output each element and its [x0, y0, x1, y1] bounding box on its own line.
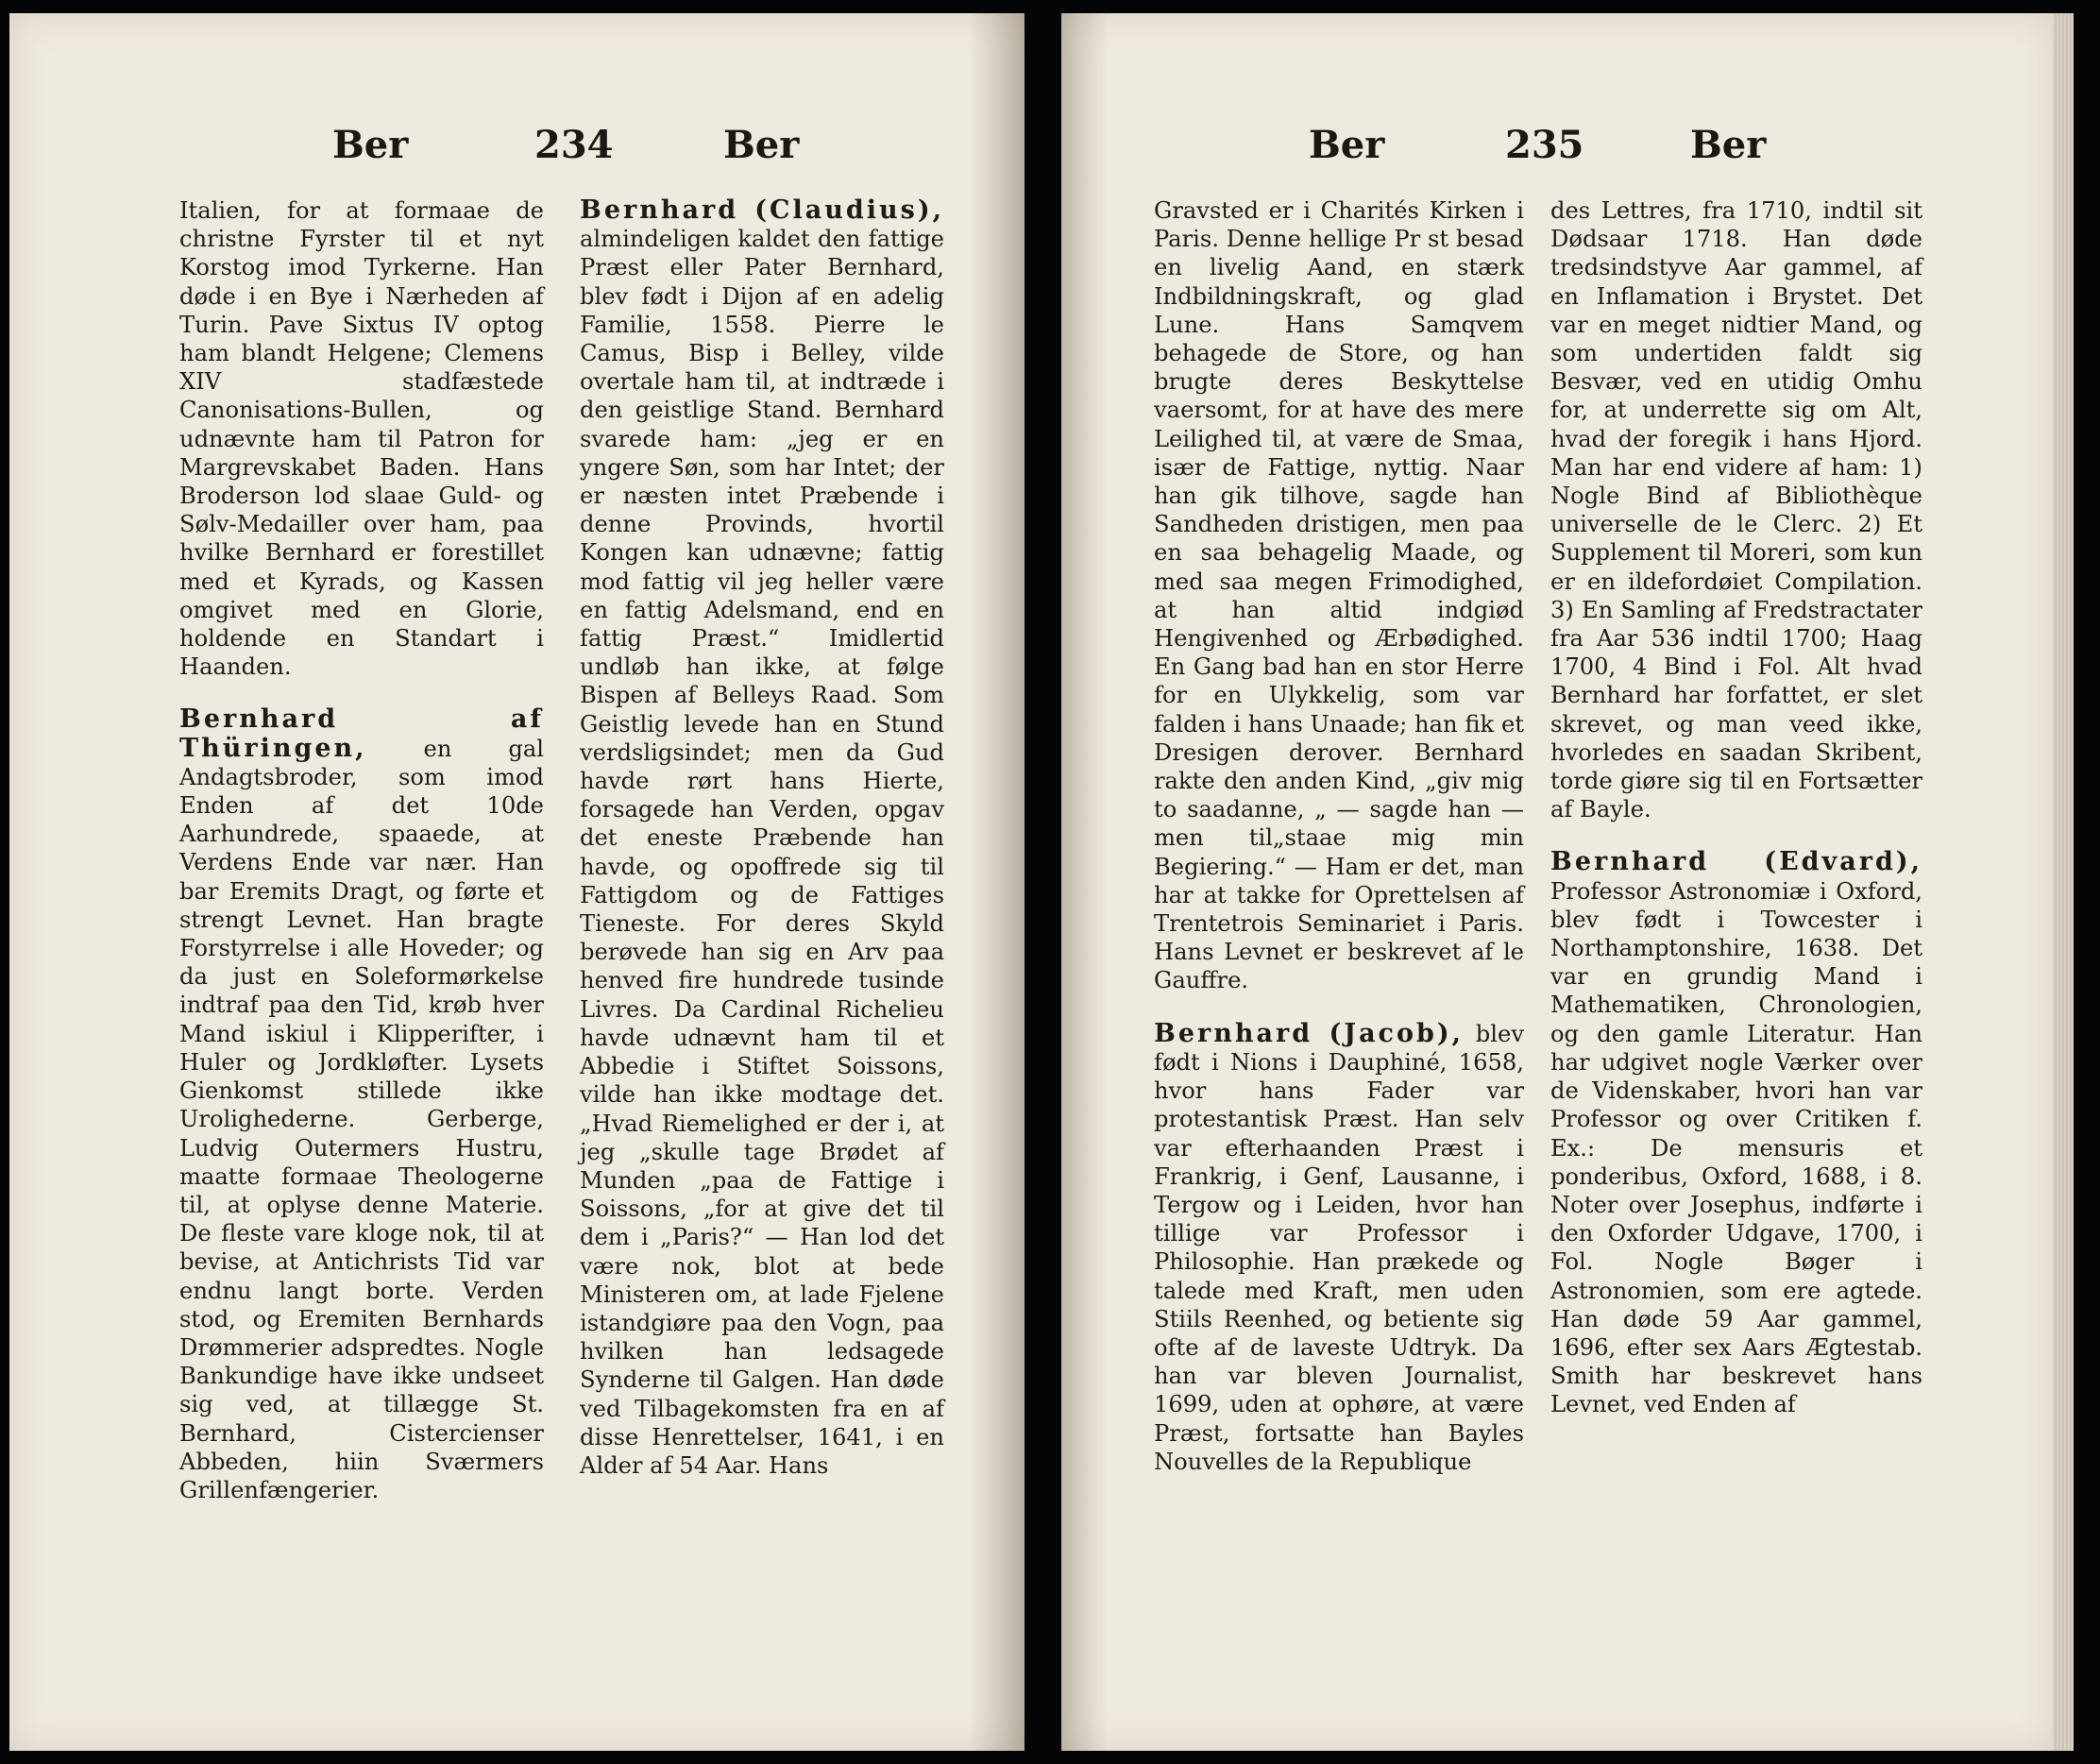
right-page-header: [0, 123, 2100, 179]
right-page-gutter-shadow: [1061, 13, 1109, 1751]
continued-entry-text: des Lettres, fra 1710, indtil sit Dødsaar 1718. Han døde tredsindstyve Aar gammel, af en Inflamation i Brystet. Det var en meget nidtier Mand, og som undertiden faldt sig Besvær, ved en utidig Omhu for, at underrette sig om Alt, hvad der foregik i hans Hjord. Man har end videre af ham: 1) Nogle Bind af Bibliothèque universelle de le Clerc. 2) Et Supplement til Moreri, som kun er en ildefordøiet Compilation. 3) En Samling af Fredstractater fra Aar 536 indtil 1700; Haag 1700, 4 Bind i Fol. Alt hvad Bernhard har forfattet, er slet skrevet, og man veed ikke, hvorledes en saadan Skribent, torde giøre sig til en Fortsætter af Bayle.: [1550, 197, 1922, 823]
continued-entry-text: Italien, for at formaae de christne Fyrster til et nyt Korstog imod Tyrkerne. Han døde i en Bye i Nærheden af Turin. Pave Sixtus IV optog ham blandt Helgene; Clemens XIV stadfæstede Canonisations-Bullen, og udnævnte ham til Patron for Margrevskabet Baden. Hans Broderson lod slaae Guld- og Sølv-Medailler over ham, paa hvilke Bernhard er forestillet med et Kyrads, og Kassen omgivet med en Glorie, holdende en Standart i Haanden.: [179, 197, 544, 681]
entry-text: blev født i Nions i Dauphiné, 1658, hvor hans Fader var protestantisk Præst. Han selv var efterhaanden Præst i Frankrig, i Genf, Lausanne, i Tergow og i Leiden, hvor han tillige var Professor i Philosophie. Han prækede og talede med Kraft, men uden Stiils Reenhed, og betiente sig ofte af de laveste Udtryk. Da han var bleven Journalist, 1699, uden at ophøre, at være Præst, fortsatte han Bayles Nouvelles de la Republique: [1154, 1020, 1524, 1475]
left-header-guide-word-right: Ber: [723, 123, 800, 167]
left-page-gutter-shadow: [968, 13, 1025, 1751]
entry-bernhard-jacob: [1154, 1020, 1524, 1476]
book-page-edges: [2053, 13, 2074, 1751]
left-header-guide-word: Ber: [332, 123, 409, 167]
entry-text: en gal Andagtsbroder, som imod Enden af det 10de Aarhundrede, spaaede, at Verdens Ende var nær. Han bar Eremits Dragt, og førte et strengt Levnet. Han bragte Forstyrrelse i alle Hoveder; og da just en Soleformørkelse indtraf paa den Tid, krøb hver Mand iskiul i Klipperifter, i Huler og Jordkløfter. Lysets Gienkomst stillede ikke Urolighederne. Gerberge, Ludvig Outermers Hustru, maatte formaae Theologerne til, at oplyse denne Materie. De fleste vare kloge nok, til at bevise, at Antichrists Tid var endnu langt borte. Verden stod, og Eremiten Bernhards Drømmerier adspredtes. Nogle Bankundige have ikke undseet sig ved, at tillægge St. Bernhard, Cistercienser Abbeden, hiin Sværmers Grillenfængerier.: [179, 735, 544, 1503]
continued-entry-text: Gravsted er i Charités Kirken i Paris. Denne hellige Pr st besad en livelig Aand, en stærk Indbildningskraft, og glad Lune. Hans Samqvem behagede de Store, og han brugte deres Beskyttelse vaersomt, for at have des mere Leilighed til, at være de Smaa, især de Fattige, nyttig. Naar han gik tilhove, sagde han Sandheden dristigen, men paa en saa behagelig Maade, og med saa megen Frimodighed, at han altid indgiød Hengivenhed og Ærbødighed. En Gang bad han en stor Herre for en Ulykkelig, som var falden i hans Unaade; han fik et Dresigen derover. Bernhard rakte den anden Kind, „giv mig to saadanne, „ — sagde han — men til„staae mig min Begiering.“ — Ham er det, man har at takke for Oprettelsen af Trentetrois Seminariet i Paris. Hans Levnet er beskrevet af le Gauffre.: [1154, 197, 1524, 994]
left-page-column-2: [580, 196, 944, 1480]
right-page-column-1: [1154, 196, 1524, 1476]
entry-title: Bernhard (Jacob),: [1154, 1018, 1465, 1048]
entry-bernhard-edvard: [1550, 848, 1922, 1418]
entry-text: almindeligen kaldet den fattige Præst eller Pater Bernhard, blev født i Dijon af en adelig Familie, 1558. Pierre le Camus, Bisp i Belley, vilde overtale ham til, at indtræde i den geistlige Stand. Bernhard svarede ham: „jeg er en yngere Søn, som har Intet; der er næsten intet Præbende i denne Provinds, hvortil Kongen kan udnævne; fattig mod fattig vil jeg heller være en fattig Adelsmand, end en fattig Præst.“ Imidlertid undløb han ikke, at følge Bispen af Belleys Raad. Som Geistlig levede han en Stund verdsligsindet; men da Gud havde rørt hans Hierte, forsagede han Verden, opgav det eneste Præbende han havde, og opoffrede sig til Fattigdom og de Fattiges Tieneste. For deres Skyld berøvede han sig en Arv paa henved fire hundrede tusinde Livres. Da Cardinal Richelieu havde udnævnt ham til et Abbedie i Stiftet Soissons, vilde han ikke modtage det. „Hvad Riemelighed er der i, at jeg „skulle tage Brødet af Munden „paa de Fattige i Soissons, „for at give det til dem i „Paris?“ — Han lod det være nok, blot at bede Ministeren om, at lade Fjelene istandgiøre paa den Vogn, paa hvilken han ledsagede Synderne til Galgen. Han døde ved Tilbagekomsten fra en af disse Henrettelser, 1641, i en Alder af 54 Aar. Hans: [580, 226, 944, 1479]
right-page-number: 235: [1505, 123, 1584, 167]
entry-title: Bernhard (Edvard),: [1550, 847, 1922, 877]
right-header-guide-word: Ber: [1309, 123, 1385, 167]
entry-title: Bernhard af Thüringen,: [179, 704, 544, 763]
right-page-column-2: [1550, 196, 1922, 1419]
entry-title: Bernhard (Claudius),: [580, 195, 944, 225]
entry-text: Professor Astronomiæ i Oxford, blev født i Towcester i Northamptonshire, 1638. Det var en grundig Mand i Mathematiken, Chronologien, og den gamle Literatur. Han har udgivet nogle Værker over de Videnskaber, hvori han var Professor og over Critiken f. Ex.: De mensuris et ponderibus, Oxford, 1688, i 8. Noter over Josephus, indførte i den Oxforder Udgave, 1700, i Fol. Nogle Bøger i Astronomien, som ere agtede. Han døde 59 Aar gammel, 1696, efter sex Aars Ægtestab. Smith har beskrevet hans Levnet, ved Enden af: [1550, 877, 1922, 1418]
entry-bernhard-af-thuringen: [179, 705, 544, 1504]
right-header-guide-word-right: Ber: [1690, 123, 1767, 167]
entry-bernhard-claudius: [580, 196, 944, 1480]
left-page-number: 234: [534, 123, 614, 167]
left-page-column-1: [179, 196, 544, 1504]
